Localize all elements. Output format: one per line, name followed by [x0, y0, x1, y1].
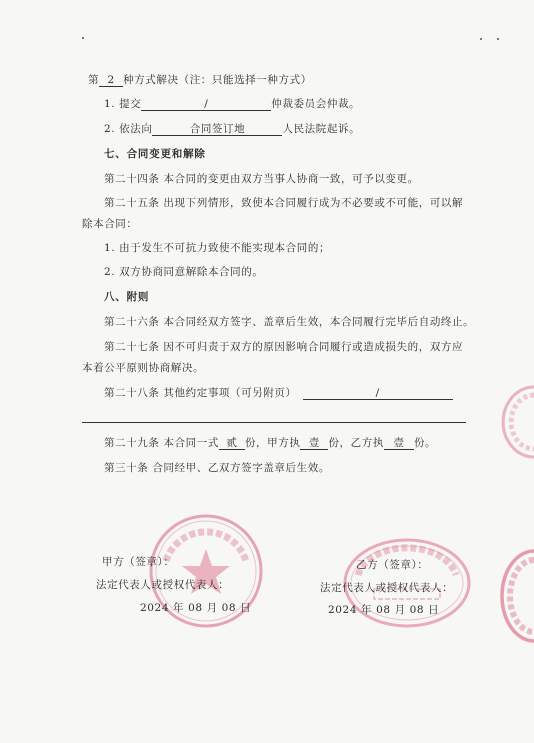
article-29-prefix: 第二十九条 本合同一式 [104, 437, 219, 449]
party-b-date: 2024 年 08 月 08 日 [328, 604, 440, 616]
option-arbitration [104, 97, 360, 111]
article-29-suffix: 份。 [413, 437, 437, 449]
party-a-representative: 法定代表人或授权代表人： [96, 579, 230, 591]
article-27-line2: 本着公平原则协商解决。 [82, 362, 205, 374]
scan-speck [480, 38, 482, 40]
other-terms-blank: / [303, 387, 453, 400]
dispute-method-line [88, 73, 312, 87]
article-29-mid1: 份，甲方执 [244, 437, 301, 449]
party-b-label: 乙方（签章）： [356, 559, 429, 571]
party-b-representative: 法定代表人或授权代表人： [320, 582, 454, 594]
article-27-line1: 第二十七条 因不可归责于双方的原因影响合同履行或造成损失的，双方应 [104, 341, 464, 353]
article-29 [104, 436, 436, 450]
option2-label: 2. 依法向 [104, 123, 153, 135]
option1-suffix: 仲裁委员会仲裁。 [271, 98, 361, 110]
article-30: 第三十条 合同经甲、乙双方签字盖章后生效。 [104, 462, 330, 474]
article-28-label: 第二十八条 其他约定事项（可另附页） [104, 387, 297, 399]
option-litigation [104, 122, 360, 136]
copies-party-a: 壹 [300, 437, 328, 450]
article-28 [104, 386, 453, 400]
arbitration-blank: / [141, 98, 271, 111]
court-blank: 合同签订地 [152, 123, 282, 136]
article-25-item1: 1. 由于发生不可抗力致使不能实现本合同的； [104, 242, 331, 254]
party-a-date: 2024 年 08 月 08 日 [140, 602, 252, 614]
article-25-line1: 第二十五条 出现下列情形，致使本合同履行成为不必要或不可能，可以解 [104, 197, 464, 209]
party-a-label: 甲方（签章）： [102, 556, 175, 568]
method-number: 2 [99, 74, 123, 87]
clause-prefix: 第 [88, 74, 100, 86]
scan-speck [82, 37, 84, 39]
copies-total: 贰 [219, 437, 245, 450]
copies-party-b: 壹 [384, 437, 414, 450]
article-26: 第二十六条 本合同经双方签字、盖章后生效，本合同履行完毕后自动终止。 [104, 316, 475, 328]
article-24: 第二十四条 本合同的变更由双方当事人协商一致，可予以变更。 [104, 173, 419, 185]
option2-suffix: 人民法院起诉。 [282, 123, 361, 135]
other-terms-continuation-line [82, 422, 466, 423]
page-edge-seal-top [504, 385, 534, 459]
option1-label: 1. 提交 [104, 98, 142, 110]
scan-speck [497, 38, 499, 40]
article-25-line2: 除本合同： [82, 218, 138, 230]
clause-suffix: 种方式解决（注：只能选择一种方式） [123, 74, 312, 86]
section8-title: 八、附则 [104, 291, 150, 303]
article-25-item2: 2. 双方协商同意解除本合同的。 [104, 266, 264, 278]
section7-title: 七、合同变更和解除 [104, 148, 206, 160]
page-edge-seal-bottom [500, 548, 534, 644]
article-29-mid2: 份，乙方执 [328, 437, 384, 449]
